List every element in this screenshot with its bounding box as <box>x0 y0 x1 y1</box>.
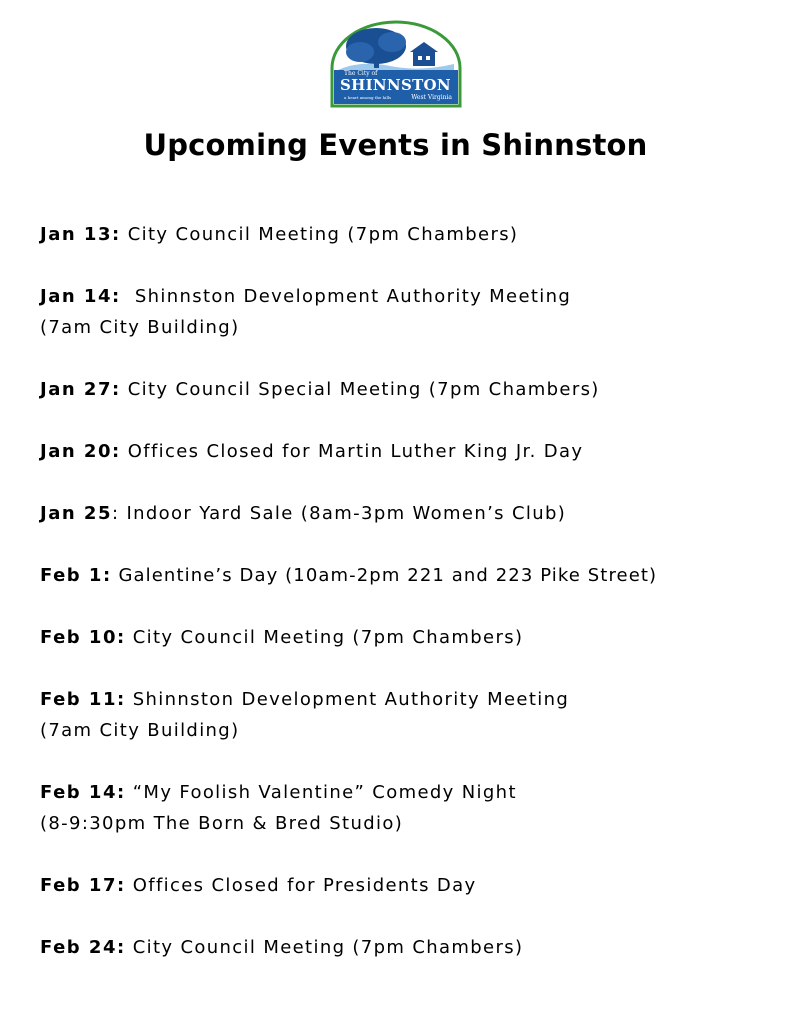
event-date: Feb 17: <box>40 875 126 896</box>
event-item <box>40 777 780 839</box>
event-text: City Council Meeting (7pm Chambers) <box>125 627 524 648</box>
event-text: Offices Closed for Presidents Day <box>125 875 477 896</box>
event-item <box>40 498 780 529</box>
event-date: Feb 11: <box>40 689 126 710</box>
event-item <box>40 932 780 963</box>
logo-line1: The City of <box>344 70 378 77</box>
event-text: City Council Meeting (7pm Chambers) <box>120 224 519 245</box>
event-text: City Council Special Meeting (7pm Chambers) <box>120 379 600 400</box>
event-date: Feb 10: <box>40 627 126 648</box>
logo-name: SHINNSTON <box>340 76 451 94</box>
event-item <box>40 684 780 746</box>
logo-state: West Virginia <box>411 94 452 101</box>
event-text: Offices Closed for Martin Luther King Jr. Day <box>120 441 584 462</box>
page-title: Upcoming Events in Shinnston <box>143 128 648 162</box>
event-date: Feb 14: <box>40 782 126 803</box>
event-text: Galentine’s Day (10am-2pm 221 and 223 Pike Street) <box>111 565 658 586</box>
event-text-line2: (8-9:30pm The Born & Bred Studio) <box>40 813 404 834</box>
event-date: Jan 20: <box>40 441 121 462</box>
event-date: Feb 24: <box>40 937 126 958</box>
event-date: Jan 14: <box>40 286 121 307</box>
event-date: Jan 27: <box>40 379 121 400</box>
event-text: “My Foolish Valentine” Comedy Night <box>125 782 517 803</box>
event-text-line2: (7am City Building) <box>40 317 240 338</box>
event-date: Jan 25 <box>40 503 112 524</box>
event-item <box>40 870 780 901</box>
event-text: Shinnston Development Authority Meeting <box>120 286 572 307</box>
event-text-line2: (7am City Building) <box>40 720 240 741</box>
logo-tagline: a heart among the hills <box>344 95 392 100</box>
event-text: City Council Meeting (7pm Chambers) <box>125 937 524 958</box>
event-item <box>40 436 780 467</box>
event-date: Jan 13: <box>40 224 121 245</box>
event-item <box>40 622 780 653</box>
event-date: Feb 1: <box>40 565 112 586</box>
event-text: Shinnston Development Authority Meeting <box>125 689 570 710</box>
event-item <box>40 374 780 405</box>
event-item <box>40 560 780 591</box>
event-list <box>40 219 780 994</box>
event-text: : Indoor Yard Sale (8am-3pm Women’s Club) <box>111 503 567 524</box>
event-item <box>40 281 780 343</box>
city-logo <box>330 20 462 108</box>
event-item <box>40 219 780 250</box>
